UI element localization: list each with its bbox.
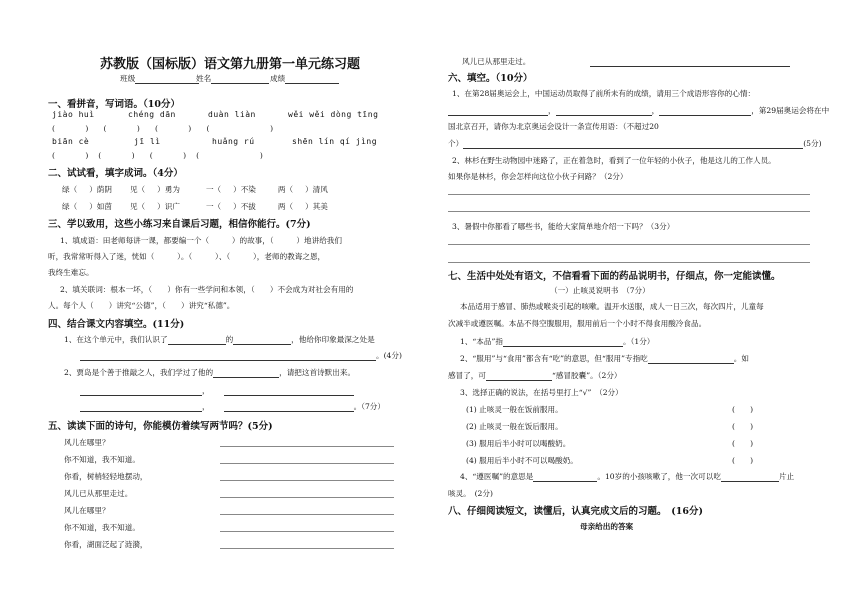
poem-line-7: 你看，湖面泛起了涟漪， [64, 540, 148, 549]
s7-q1: 1、“本品”指 。（1分） [460, 337, 655, 346]
poem-line-6: 你不知道，我不知道。 [64, 523, 140, 532]
section-2-heading: 二、试试看，填字成词。（4分） [48, 168, 183, 179]
s3-para-5: 人。每个人（ ）讲究“公德”，（ ）讲究“私德”。 [48, 301, 235, 310]
name-blank[interactable] [211, 83, 269, 84]
s6-para-7: 3、暑假中你都看了哪些书，能给大家简单地介绍一下吗？（3分） [452, 222, 675, 231]
option-2-check[interactable]: ( ) [732, 422, 754, 431]
section-5-heading: 五、读读下面的诗句，你能模仿着续写两节吗？(5分) [48, 421, 273, 432]
section-6-heading: 六、填空。（10分） [448, 73, 533, 84]
q4-blank-1[interactable] [533, 481, 597, 482]
s4-blank-5[interactable] [80, 395, 202, 396]
page-title: 苏教版（国标版）语文第九册第一单元练习题 [100, 57, 361, 72]
poem-line-4: 风儿已从那里走过。 [64, 489, 133, 498]
name-field: 姓名 [196, 73, 269, 84]
s7-para-2: 次减半或遵医嘱。本品不得空腹服用，服用前后一个小时不得食用酸冷食品。 [448, 319, 707, 328]
s4-item-1: 1、在这个单元中，我们认识了 的 ，他给你印象最深之处是 [64, 335, 375, 344]
s4-blank-3[interactable] [80, 360, 376, 361]
write-line-4[interactable] [220, 497, 394, 498]
s6-para-1: 1、在第28届奥运会上，中国运动员取得了前所未有的成绩，请用三个成语形容你的心情： [452, 89, 756, 98]
poem-line-3: 你看，树梢轻轻地摆动， [64, 472, 148, 481]
s6-blanks-row: ， ， ，第29届奥运会将在中 [448, 105, 829, 116]
pinyin-5: biān cè [52, 137, 90, 146]
write-line-6[interactable] [220, 531, 394, 532]
pinyin-1: jiào huì [52, 110, 95, 119]
slogan-blank[interactable] [463, 148, 803, 149]
fill-row-1: 绿（ ）荫阴 见（ ）勇为 一（ ）不染 两（ ）清风 [62, 185, 328, 194]
s4-blank-2[interactable] [233, 344, 291, 345]
pinyin-6: jī lì [134, 137, 161, 146]
section-4-heading: 四、结合课文内容填空。(11分) [48, 319, 185, 330]
pinyin-2: chéng dān [128, 110, 176, 119]
s3-para-1: 1、填成语：田老师每讲一课，都要编一个（ ）的故事，（ ）地讲给我们 [60, 236, 342, 245]
pinyin-7: huǎng rú [212, 137, 255, 146]
pinyin-4: wěi wěi dòng tīng [288, 110, 379, 119]
write-line-5[interactable] [220, 514, 394, 515]
s4-blank-1[interactable] [168, 344, 226, 345]
s6-para-3: 国北京召开，请你为北京奥运会设计一条宣传用语：（不超过20 [448, 122, 659, 131]
q4-blank-2[interactable] [721, 481, 779, 482]
s7-q4-cont: 咳灵。 (2分) [448, 489, 493, 498]
section-3-heading: 三、学以致用，这些小练习来自课后习题，相信你能行。(7分) [48, 219, 311, 230]
poem-line-2: 你不知道，我不知道。 [64, 455, 140, 464]
pinyin-3: duàn liàn [208, 110, 256, 119]
section-1-heading: 一、看拼音，写词语。（10分） [48, 99, 180, 110]
answer-line-4[interactable] [448, 262, 810, 263]
option-4-check[interactable]: ( ) [732, 456, 754, 465]
score-blank[interactable] [285, 83, 339, 84]
top-write-line[interactable] [590, 66, 790, 67]
section-7-heading: 七、生活中处处有语文，不信看看下面的药品说明书，仔细点，你一定能读懂。 [448, 271, 781, 282]
q2-blank-1[interactable] [648, 363, 734, 364]
pinyin-8: shēn lín qí jìng [292, 137, 378, 146]
s6-slogan-row: 个） (5分) [448, 139, 822, 148]
s7-subheading: （一）止咳灵说明书 （7分） [550, 286, 650, 295]
s4-item-1-cont: 。(4分) [80, 350, 402, 361]
idiom-blank-1[interactable] [448, 115, 548, 116]
s4-poem-line-1: ， [80, 385, 354, 396]
s4-blank-6[interactable] [224, 395, 354, 396]
write-line-3[interactable] [220, 480, 394, 481]
answer-line-3[interactable] [448, 244, 810, 245]
s3-para-2: 听，我常常听得入了迷，恍如（ ）。（ ）、（ ），老师的教诲之恩， [48, 252, 326, 261]
poem-line-1: 风儿在哪里？ [64, 438, 110, 447]
answer-line-1[interactable] [448, 194, 810, 195]
score-field: 成绩 [270, 73, 339, 84]
s4-blank-4[interactable] [213, 377, 279, 378]
idiom-blank-2[interactable] [556, 115, 652, 116]
section-8-heading: 八、仔细阅读短文，读懂后，认真完成文后的习题。 (16分) [448, 506, 703, 517]
poem-line-5: 风儿在哪里？ [64, 506, 110, 515]
class-field: 班级 [120, 73, 199, 84]
answer-parens-row2[interactable]: ( ) ( ) ( ) ( ) [52, 151, 263, 160]
s3-para-4: 2、填关联词：根本一坏，（ ）你有一些学问和本领，（ ）不会成为对社会有用的 [60, 285, 354, 294]
top-poem-line: 风儿已从那里走过。 [462, 56, 790, 67]
s4-blank-8[interactable] [224, 411, 354, 412]
s7-q3: 3、选择正确的说法，在括号里打上“√” （2分） [460, 388, 623, 397]
write-line-1[interactable] [220, 446, 394, 447]
option-3: (3) 服用后半小时可以喝酸奶。 [466, 439, 571, 448]
class-blank[interactable] [135, 83, 199, 84]
answer-parens-row1[interactable]: ( ) ( ) ( ) ( ) [52, 124, 274, 133]
s4-poem-line-2: ， 。（7分） [80, 401, 385, 412]
idiom-blank-3[interactable] [659, 115, 751, 116]
answer-line-2[interactable] [448, 211, 810, 212]
s6-para-5: 2、林杉在野生动物园中迷路了，正在着急时，看到了一位年轻的小伙子，他是这儿的工作人员。 [452, 156, 776, 165]
option-1: (1) 止咳灵一般在饭前服用。 [466, 405, 563, 414]
s4-blank-7[interactable] [80, 411, 202, 412]
s7-q4: 4、“遵医嘱”的意思是 。10岁的小孩咳嗽了，他一次可以吃 片止 [460, 472, 795, 481]
s4-item-2: 2、贾岛是个善于推敲之人，我们学过了他的 ，请把这首诗默出来。 [64, 368, 356, 377]
s7-q2: 2、“服用”与“食用”都含有“吃”的意思，但“服用”专指吃 。如 [460, 354, 749, 363]
s6-para-6: 如果你是林杉，你会怎样向这位小伙子问路？（2分） [448, 172, 628, 181]
option-1-check[interactable]: ( ) [732, 405, 754, 414]
passage-title: 母亲给出的答案 [580, 522, 634, 531]
option-3-check[interactable]: ( ) [732, 439, 754, 448]
q1-blank[interactable] [503, 346, 623, 347]
option-4: (4) 服用后半小时不可以喝酸奶。 [466, 456, 578, 465]
write-line-2[interactable] [220, 463, 394, 464]
q2-blank-2[interactable] [486, 380, 552, 381]
fill-row-2: 绿（ ）如茵 见（ ）识广 一（ ）不拔 两（ ）其美 [62, 202, 328, 211]
s7-para-1: 本品适用于感冒、肺热或喉炎引起的咳嗽。温开水送服，成人一日三次，每次四片，儿童每 [460, 302, 764, 311]
write-line-7[interactable] [220, 548, 394, 549]
s3-para-3: 我终生难忘。 [48, 268, 94, 277]
option-2: (2) 止咳灵一般在饭后服用。 [466, 422, 563, 431]
s7-q2-cont: 感冒了，可 “感冒胶囊”。（2分） [448, 371, 622, 380]
